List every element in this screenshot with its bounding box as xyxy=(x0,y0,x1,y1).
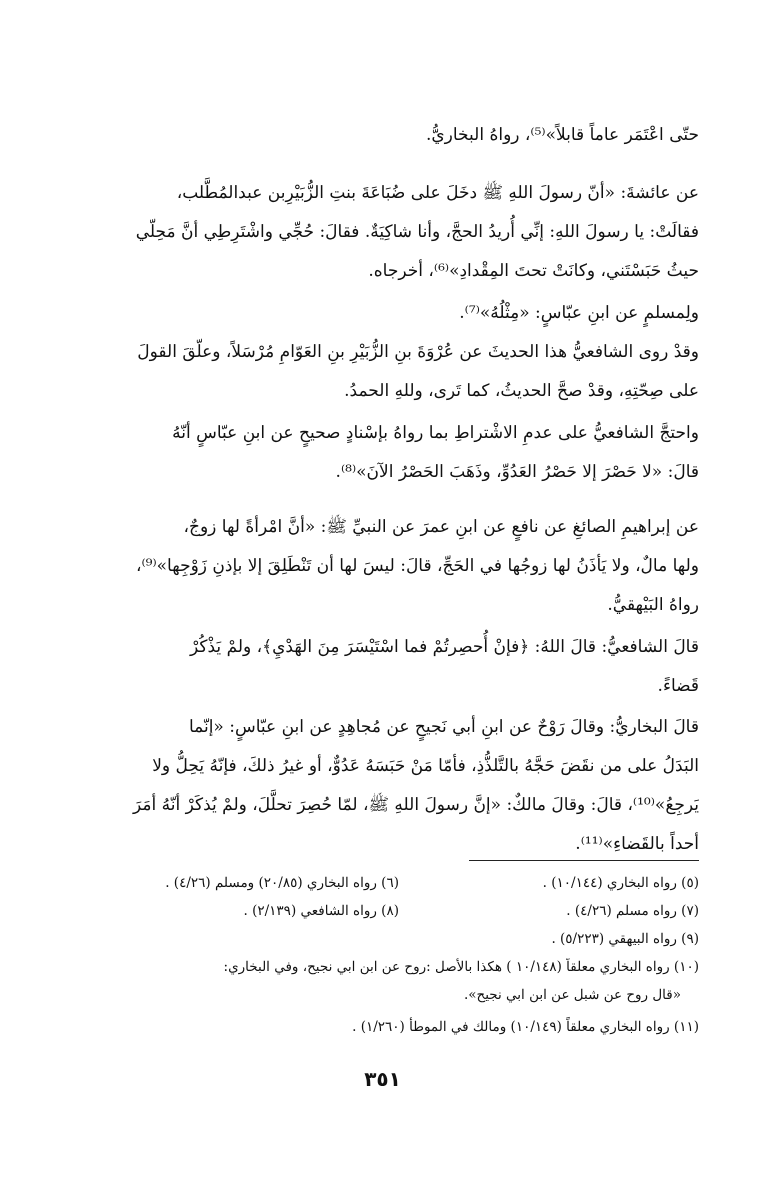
paragraph-shafii-argument xyxy=(67,414,699,492)
text-line: على صِحّتِهِ، وقدْ صحَّ الحديثُ، كما تَرى، وللهِ الحمدُ. xyxy=(344,381,699,401)
footnote-11: (١١) رواه البخاري معلقاً (١٠/١٤٩) ومالك في الموطأ (١/٢٦٠) . xyxy=(352,1019,699,1035)
footnote-10: (١٠) رواه البخاري معلقاً (١٠/١٤٨ ) هكذا بالأصل :روح عن ابن ابي نجيح، وفي البخاري: xyxy=(223,959,699,975)
page-number: ٣٥١ xyxy=(364,1067,401,1091)
text-line: البَدَلُ على من نقَضَ حَجَّهُ بالتَّلذُّذِ، فأمّا مَنْ حَبَسَهُ عَدُوٌّ، أو غيرُ ذلكَ، فإنّهُ يَحِلُّ ولا xyxy=(152,756,699,776)
footnote-6: (٦) رواه البخاري (٢٠/٨٥) ومسلم (٤/٢٦) . xyxy=(165,875,399,891)
text-line: قالَ الشافعيُّ: قالَ اللهُ: ﴿فإنْ أُحصِرتُمْ فما اسْتَيْسَرَ مِنَ الهَدْيِ﴾، ولمْ يَذْكُرْ xyxy=(190,637,699,657)
footnote-5: (٥) رواه البخاري (١٠/١٤٤) . xyxy=(542,875,699,891)
text-line: حيثُ حَبَسْتَني، وكانَتْ تحتَ المِقْدادِ»⁽⁶⁾، أخرجاه. xyxy=(368,261,699,281)
text-line: رواهُ البَيْهقيُّ. xyxy=(607,595,699,615)
text-line: أحداً بالقَضاءِ»⁽¹¹⁾. xyxy=(575,834,699,854)
footnote-divider xyxy=(469,860,699,861)
paragraph-quran-verse xyxy=(67,628,699,706)
text-line: ولها مالٌ، ولا يَأذَنُ لها زوجُها في الحَجِّ، قالَ: ليسَ لها أن تَنْطَلِقَ إلا بإذنِ زَوْجِها»⁽⁹⁾، xyxy=(135,556,699,576)
text-line: قَضاءً. xyxy=(657,676,699,696)
paragraph-aisha-hadith xyxy=(67,174,699,291)
text-line: فقالَتْ: يا رسولَ اللهِ: إنِّي أُريدُ الحجَّ، وأنا شاكِيَةٌ. فقالَ: حُجِّي واشْتَرِطِي أنَّ مَحِلّي xyxy=(135,222,699,242)
text-line: وقدْ روى الشافعيُّ هذا الحديثَ عن عُرْوَةَ بنِ الزُّبَيْرِ بنِ العَوّامِ مُرْسَلاً، وعلّقَ القولَ xyxy=(137,342,699,362)
paragraph-ibrahim-saigh xyxy=(67,508,699,625)
footnote-9: (٩) رواه البيهقي (٥/٢٢٣) . xyxy=(551,931,699,947)
paragraph-muslim-ibn-abbas xyxy=(67,294,699,411)
text-line: قالَ: «لا حَصْرَ إلا حَصْرُ العَدُوِّ، وذَهَبَ الحَصْرُ الآنَ»⁽⁸⁾. xyxy=(335,462,699,482)
footnote-10-continuation: «قال روح عن شبل عن ابن ابي نجيح». xyxy=(463,987,681,1003)
text-line: حتّى اعْتَمَر عاماً قابلاً»⁽⁵⁾، رواهُ البخاريُّ. xyxy=(425,125,699,145)
footnote-8: (٨) رواه الشافعي (٢/١٣٩) . xyxy=(243,903,399,919)
text-line: واحتجَّ الشافعيُّ على عدمِ الاشْتراطِ بما رواهُ بإسْنادٍ صحيحٍ عن ابنِ عبّاسٍ أنّهُ xyxy=(172,423,699,443)
paragraph-umrah xyxy=(67,116,699,155)
text-line: يَرجِعُ»⁽¹⁰⁾، قالَ: وقالَ مالكٌ: «إنَّ رسولَ اللهِ ﷺ، لمّا حُصِرَ تحلَّلَ، ولمْ يُذكَرْ أنّهُ أمَرَ xyxy=(133,795,699,815)
text-line: ولِمسلمٍ عن ابنِ عبّاسٍ: «مِثْلُهُ»⁽⁷⁾. xyxy=(459,303,699,323)
text-line: عن إبراهيمِ الصائغِ عن نافعٍ عن ابنِ عمرَ عن النبيِّ ﷺ: «أنَّ امْرأةً لها زوجٌ، xyxy=(183,517,699,537)
paragraph-bukhari-rawh xyxy=(67,708,699,864)
text-line: عن عائشةَ: «أنّ رسولَ اللهِ ﷺ دخَلَ على ضُبَاعَةَ بنتِ الزُّبَيْرِبن عبدالمُطَّلب، xyxy=(176,183,699,203)
footnote-7: (٧) رواه مسلم (٤/٢٦) . xyxy=(566,903,699,919)
text-line: قالَ البخاريُّ: وقالَ رَوْحٌ عن ابنِ أبي نَجيحٍ عن مُجاهِدٍ عن ابنِ عبّاسٍ: «إنّما xyxy=(188,717,699,737)
